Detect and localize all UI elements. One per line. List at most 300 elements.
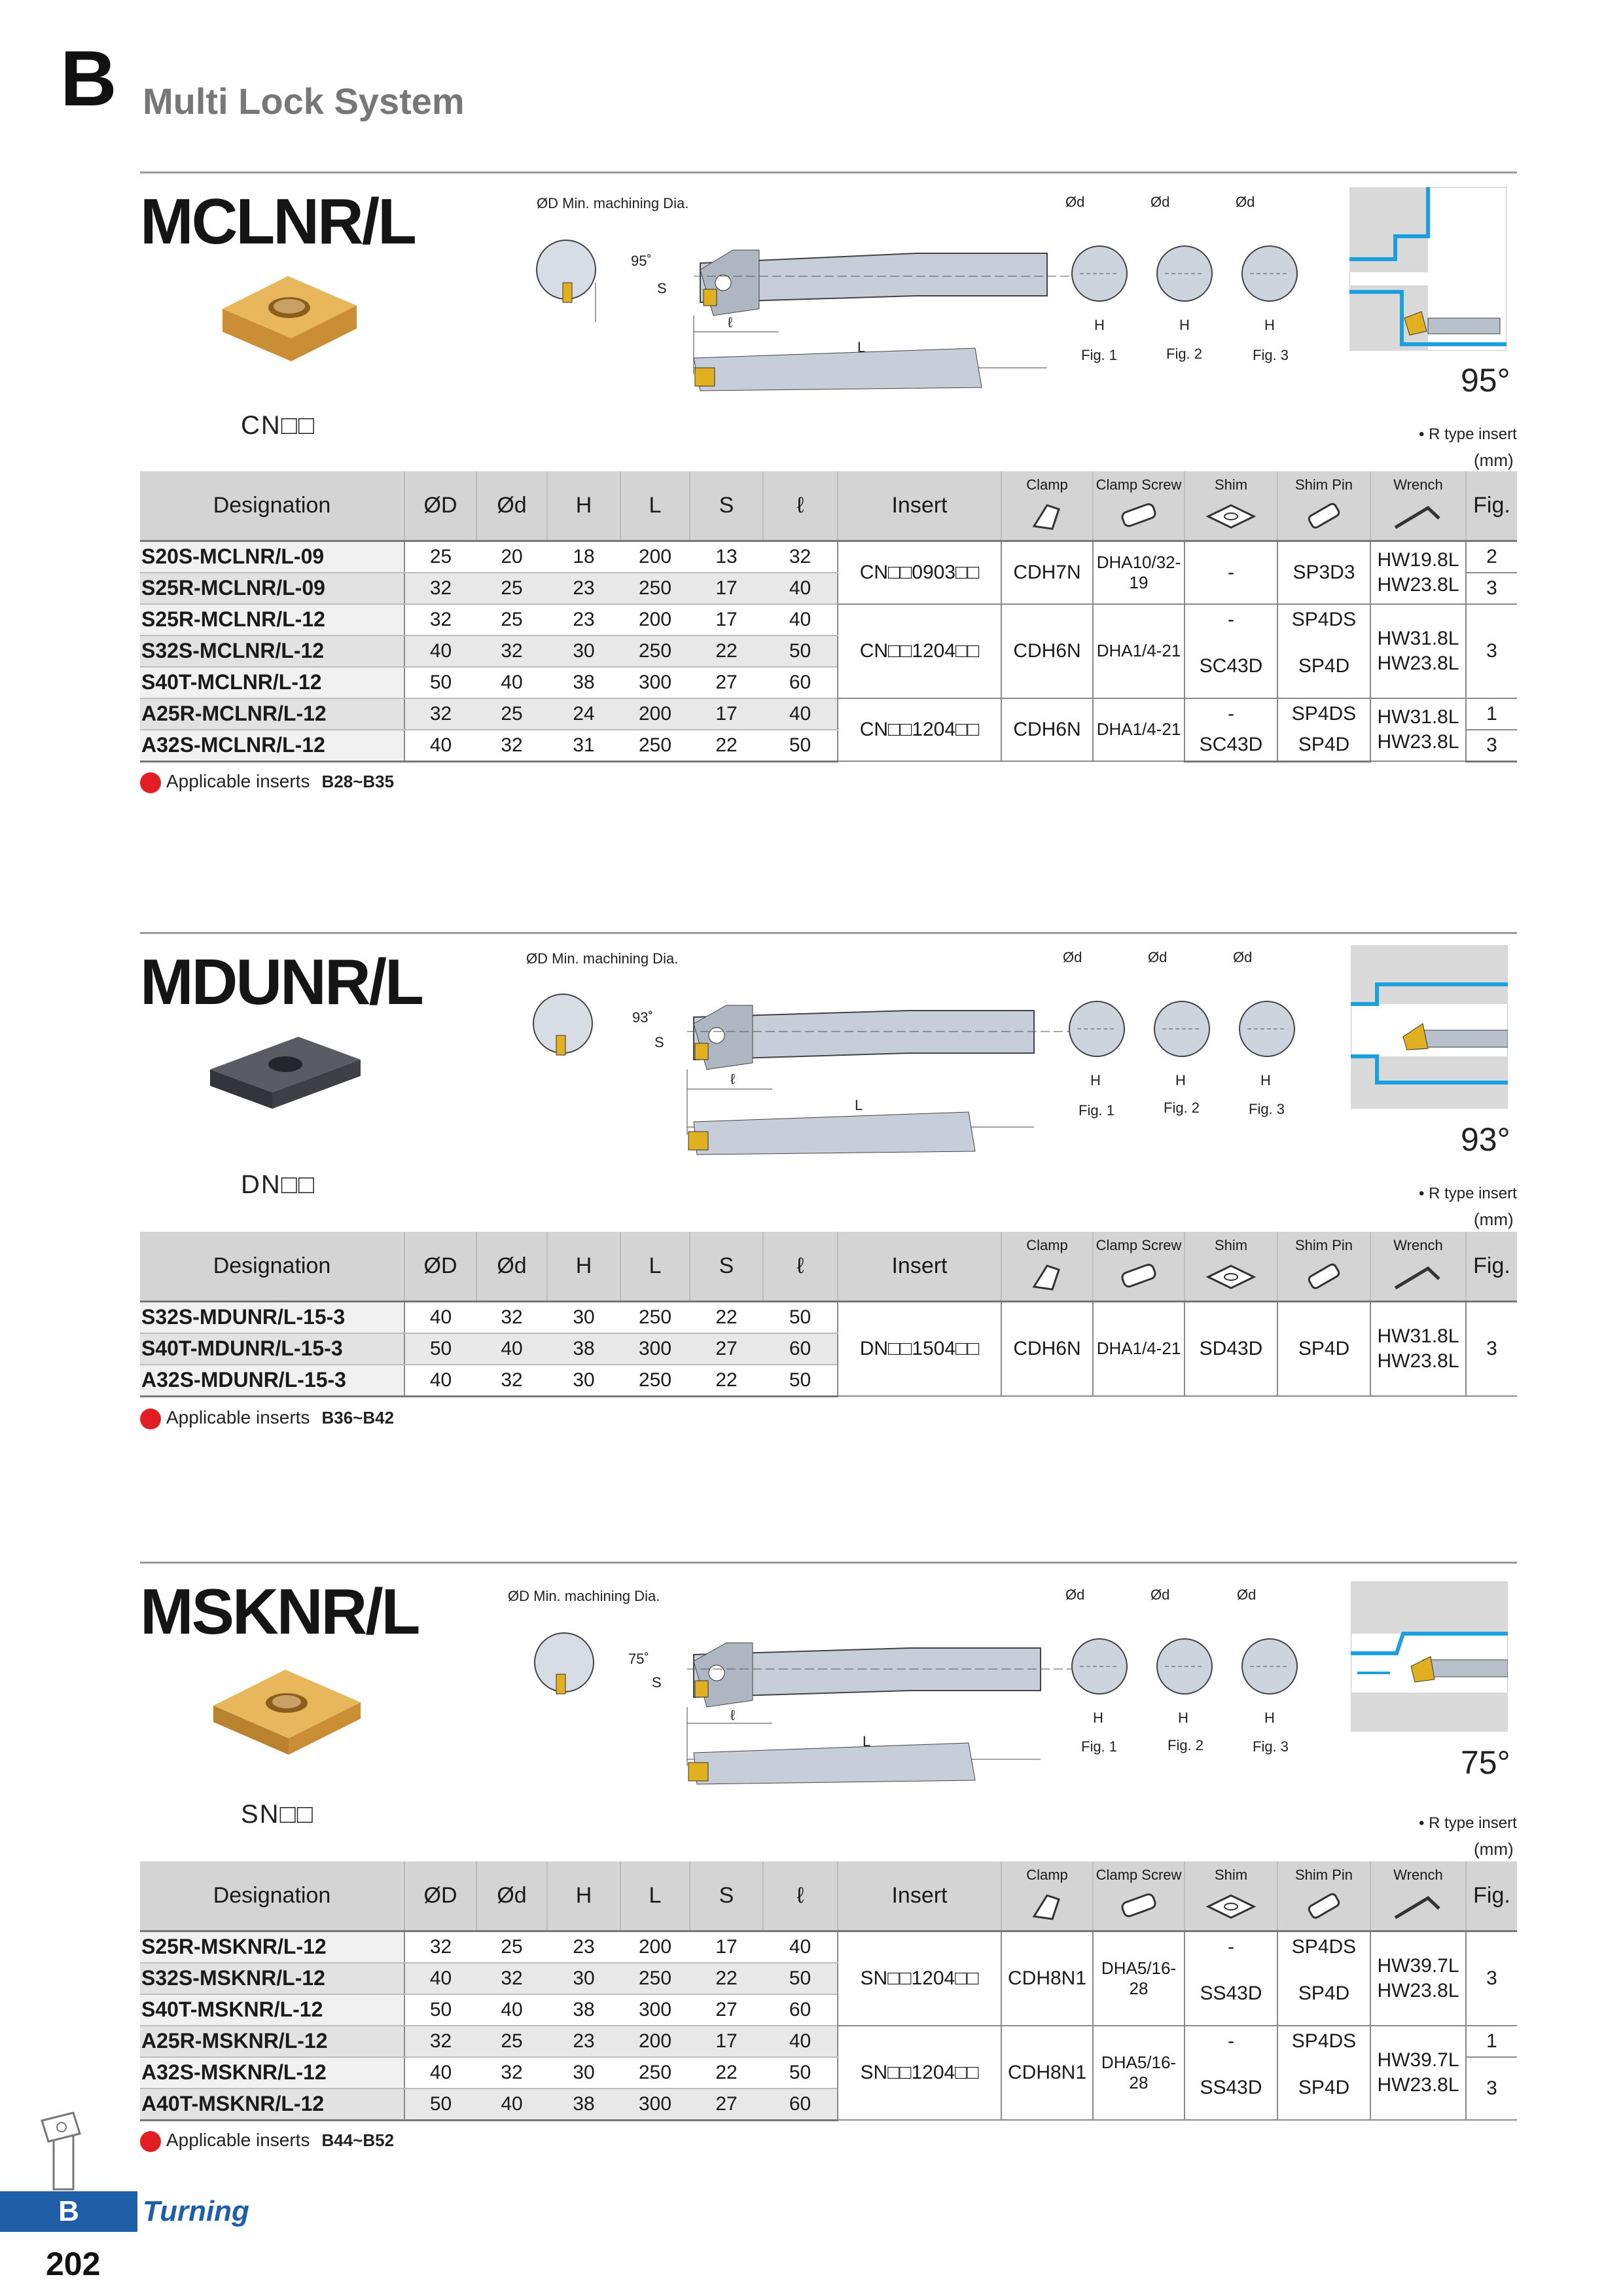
cross-section-figs bbox=[1067, 1594, 1315, 1725]
wrench-icon bbox=[1392, 500, 1444, 533]
col-insert: Insert bbox=[838, 471, 1001, 541]
cell-D: 32 bbox=[404, 698, 476, 730]
cell-H: 30 bbox=[547, 1365, 620, 1397]
col-shim-pin-label: Shim Pin bbox=[1294, 1237, 1353, 1253]
cell-L: 250 bbox=[620, 636, 690, 667]
h-label-2: H bbox=[1178, 1710, 1188, 1726]
cell-screw: DHA1/4-21 bbox=[1093, 698, 1185, 762]
cell-H: 23 bbox=[547, 2026, 620, 2057]
col-shim-pin bbox=[1277, 1232, 1370, 1301]
cell-clamp: CDH7N bbox=[1001, 541, 1093, 604]
od-label-2: Ød bbox=[1148, 949, 1168, 965]
cell-fig: 3 bbox=[1466, 573, 1517, 604]
operation-diagram bbox=[1349, 187, 1507, 351]
wrench-icon bbox=[1392, 1261, 1444, 1293]
table-row bbox=[140, 541, 1517, 573]
cell-S: 17 bbox=[690, 1931, 763, 1963]
clamp-icon bbox=[1027, 500, 1067, 533]
h-label-3: H bbox=[1264, 1710, 1275, 1726]
cell-l: 40 bbox=[763, 2026, 838, 2057]
h-label-2: H bbox=[1175, 1072, 1186, 1088]
col-clamp-label: Clamp bbox=[1026, 1867, 1068, 1883]
cell-pin: SP4D bbox=[1277, 2057, 1370, 2121]
col-l: ℓ bbox=[763, 471, 838, 541]
applicable-label: Applicable inserts bbox=[166, 1407, 310, 1427]
cell-D: 40 bbox=[404, 1301, 476, 1333]
col-S: S bbox=[690, 1861, 763, 1931]
spec-table bbox=[140, 1232, 1517, 1397]
col-shim bbox=[1185, 1232, 1277, 1301]
cell-d: 40 bbox=[476, 667, 547, 698]
cell-fig: 3 bbox=[1466, 1931, 1517, 2026]
cell-S: 17 bbox=[690, 698, 763, 730]
applicable-inserts[interactable] bbox=[140, 771, 394, 793]
cell-designation: A25R-MSKNR/L-12 bbox=[140, 2026, 404, 2057]
cell-S: 17 bbox=[690, 2026, 763, 2057]
cell-shim: SS43D bbox=[1185, 2057, 1277, 2121]
col-clamp-screw-label: Clamp Screw bbox=[1096, 1867, 1182, 1883]
cell-wrench: HW31.8L HW23.8L bbox=[1370, 1301, 1466, 1396]
fig-label-1: Fig. 1 bbox=[1079, 1102, 1115, 1119]
cell-H: 31 bbox=[547, 730, 620, 762]
cell-d: 32 bbox=[476, 1301, 547, 1333]
cell-L: 250 bbox=[620, 1301, 690, 1333]
cell-d: 32 bbox=[476, 1365, 547, 1397]
section-rule bbox=[140, 1562, 1517, 1564]
col-shim bbox=[1185, 471, 1277, 541]
cell-insert: CN□□1204□□ bbox=[838, 698, 1001, 762]
cell-clamp: CDH6N bbox=[1001, 604, 1093, 698]
cell-clamp: CDH8N1 bbox=[1001, 1931, 1093, 2026]
h-label-3: H bbox=[1264, 317, 1275, 333]
cell-designation: S32S-MCLNR/L-12 bbox=[140, 636, 404, 667]
col-clamp bbox=[1001, 1861, 1093, 1931]
approach-angle: 95° bbox=[1461, 362, 1510, 399]
operation-diagram bbox=[1351, 1581, 1508, 1732]
col-designation: Designation bbox=[140, 471, 404, 541]
h-label-1: H bbox=[1093, 1710, 1103, 1726]
shim-icon bbox=[1205, 500, 1257, 533]
cell-H: 30 bbox=[547, 2057, 620, 2089]
od-label-1: Ød bbox=[1065, 194, 1085, 210]
cell-L: 200 bbox=[620, 541, 690, 573]
cell-H: 30 bbox=[547, 1963, 620, 1994]
cell-L: 250 bbox=[620, 573, 690, 604]
cell-D: 40 bbox=[404, 2057, 476, 2089]
arrow-right-icon bbox=[140, 1408, 161, 1429]
col-shim bbox=[1185, 1861, 1277, 1931]
cell-d: 32 bbox=[476, 2057, 547, 2089]
dim-l-small: ℓ bbox=[728, 314, 733, 331]
h-label-1: H bbox=[1094, 317, 1105, 333]
cell-L: 200 bbox=[620, 2026, 690, 2057]
col-clamp-screw-label: Clamp Screw bbox=[1096, 1237, 1182, 1253]
cell-pin: SP4DS bbox=[1277, 2026, 1370, 2057]
cell-shim: - bbox=[1185, 698, 1277, 730]
cell-D: 32 bbox=[404, 1931, 476, 1963]
cell-S: 22 bbox=[690, 2057, 763, 2089]
angle-small: 95˚ bbox=[631, 253, 652, 269]
tool-drawing bbox=[517, 965, 1106, 1168]
units-label: (mm) bbox=[1474, 450, 1514, 470]
h-label-3: H bbox=[1260, 1072, 1271, 1088]
spec-table bbox=[140, 471, 1517, 762]
h-label-2: H bbox=[1179, 317, 1190, 333]
cell-L: 250 bbox=[620, 2057, 690, 2089]
cell-d: 20 bbox=[476, 541, 547, 573]
cell-L: 250 bbox=[620, 1963, 690, 1994]
cell-insert: SN□□1204□□ bbox=[838, 1931, 1001, 2026]
col-clamp-screw bbox=[1093, 471, 1185, 541]
shim-pin-icon bbox=[1301, 500, 1347, 533]
cell-d: 25 bbox=[476, 1931, 547, 1963]
od-label-3: Ød bbox=[1237, 1587, 1257, 1603]
cell-screw: DHA1/4-21 bbox=[1093, 604, 1185, 698]
cell-shim: SS43D bbox=[1185, 1963, 1277, 2026]
applicable-inserts[interactable] bbox=[140, 2130, 394, 2152]
od-label-1: Ød bbox=[1065, 1587, 1085, 1603]
applicable-pages: B28~B35 bbox=[321, 772, 395, 791]
page-title: Multi Lock System bbox=[143, 81, 465, 122]
cell-D: 40 bbox=[404, 1365, 476, 1397]
table-row bbox=[140, 698, 1517, 730]
cell-S: 22 bbox=[690, 636, 763, 667]
clamp-icon bbox=[1027, 1890, 1067, 1923]
cell-clamp: CDH6N bbox=[1001, 698, 1093, 762]
approach-angle: 93° bbox=[1461, 1121, 1510, 1158]
cell-designation: S40T-MCLNR/L-12 bbox=[140, 667, 404, 698]
dim-l-large: L bbox=[855, 1097, 863, 1113]
cell-H: 38 bbox=[547, 1994, 620, 2026]
spec-table bbox=[140, 1861, 1517, 2121]
cell-d: 40 bbox=[476, 1994, 547, 2026]
cell-d: 25 bbox=[476, 604, 547, 636]
table-row bbox=[140, 604, 1517, 636]
col-shim-pin bbox=[1277, 471, 1370, 541]
cell-pin: SP4DS bbox=[1277, 1931, 1370, 1963]
cell-designation: A25R-MCLNR/L-12 bbox=[140, 698, 404, 730]
col-l: ℓ bbox=[763, 1232, 838, 1301]
cell-H: 30 bbox=[547, 1301, 620, 1333]
cell-shim: - bbox=[1185, 604, 1277, 636]
cell-fig: 1 bbox=[1466, 2026, 1517, 2057]
table-row bbox=[140, 1963, 1517, 1994]
rtype-note: • R type insert bbox=[1419, 1185, 1517, 1202]
cell-pin: SP4DS bbox=[1277, 698, 1370, 730]
col-H: H bbox=[547, 1232, 620, 1301]
table-row bbox=[140, 636, 1517, 667]
insert-image bbox=[207, 1024, 370, 1122]
cell-l: 60 bbox=[763, 1994, 838, 2026]
operation-diagram bbox=[1351, 945, 1508, 1109]
cell-designation: A32S-MDUNR/L-15-3 bbox=[140, 1365, 404, 1397]
fig-label-3: Fig. 3 bbox=[1249, 1101, 1285, 1117]
col-clamp-label: Clamp bbox=[1026, 1237, 1068, 1253]
applicable-pages: B36~B42 bbox=[321, 1408, 395, 1427]
dim-s: S bbox=[652, 1674, 662, 1691]
cell-l: 50 bbox=[763, 730, 838, 762]
cell-designation: S40T-MDUNR/L-15-3 bbox=[140, 1333, 404, 1365]
cell-pin: SP4DS bbox=[1277, 604, 1370, 636]
cell-designation: S40T-MSKNR/L-12 bbox=[140, 1994, 404, 2026]
col-H: H bbox=[547, 1861, 620, 1931]
cell-designation: S32S-MDUNR/L-15-3 bbox=[140, 1301, 404, 1333]
cell-fig: 2 bbox=[1466, 541, 1517, 573]
od-label-1: Ød bbox=[1063, 949, 1082, 965]
cell-wrench: HW31.8L HW23.8L bbox=[1370, 698, 1466, 762]
applicable-label: Applicable inserts bbox=[166, 2130, 310, 2150]
section-title: MSKNR/L bbox=[140, 1575, 419, 1647]
cell-D: 50 bbox=[404, 2089, 476, 2121]
cell-S: 22 bbox=[690, 730, 763, 762]
min-dia-label: ØD Min. machining Dia. bbox=[537, 195, 689, 211]
col-L: L bbox=[620, 1861, 690, 1931]
cell-l: 40 bbox=[763, 604, 838, 636]
table-header bbox=[140, 1861, 1517, 1931]
clamp-icon bbox=[1027, 1261, 1067, 1293]
col-clamp-label: Clamp bbox=[1026, 476, 1068, 493]
cell-S: 27 bbox=[690, 667, 763, 698]
screw-icon bbox=[1116, 1261, 1162, 1293]
chapter-name: Turning bbox=[143, 2195, 249, 2227]
cell-fig: 3 bbox=[1466, 1301, 1517, 1396]
col-wrench-label: Wrench bbox=[1393, 1237, 1443, 1253]
cell-d: 25 bbox=[476, 2026, 547, 2057]
cell-d: 25 bbox=[476, 573, 547, 604]
cell-L: 200 bbox=[620, 604, 690, 636]
cell-L: 250 bbox=[620, 1365, 690, 1397]
cell-pin: SP4D bbox=[1277, 1963, 1370, 2026]
shim-icon bbox=[1205, 1890, 1257, 1923]
cell-wrench: HW39.7L HW23.8L bbox=[1370, 2026, 1466, 2121]
cell-H: 38 bbox=[547, 667, 620, 698]
col-clamp-screw bbox=[1093, 1861, 1185, 1931]
cell-fig: 3 bbox=[1466, 604, 1517, 698]
col-shim-pin-label: Shim Pin bbox=[1294, 1867, 1353, 1883]
cell-shim: - bbox=[1185, 2026, 1277, 2057]
cell-pin: SP4D bbox=[1277, 730, 1370, 762]
tool-drawing bbox=[517, 1602, 1106, 1799]
applicable-inserts[interactable] bbox=[140, 1407, 394, 1429]
insert-label: SN□□ bbox=[241, 1800, 314, 1829]
cell-l: 60 bbox=[763, 2089, 838, 2121]
insert-image bbox=[207, 1660, 370, 1758]
table-header bbox=[140, 471, 1517, 541]
cell-S: 27 bbox=[690, 1333, 763, 1365]
col-d: Ød bbox=[476, 1232, 547, 1301]
cell-designation: A32S-MSKNR/L-12 bbox=[140, 2057, 404, 2089]
tool-drawing bbox=[524, 211, 1113, 407]
cell-H: 24 bbox=[547, 698, 620, 730]
section-rule bbox=[140, 932, 1517, 934]
od-label-3: Ød bbox=[1236, 194, 1255, 210]
cell-shim: SC43D bbox=[1185, 730, 1277, 762]
table-row bbox=[140, 1301, 1517, 1333]
cell-screw: DHA5/16-28 bbox=[1093, 1931, 1185, 2026]
shim-icon bbox=[1205, 1261, 1257, 1293]
cell-L: 300 bbox=[620, 667, 690, 698]
rtype-note: • R type insert bbox=[1419, 425, 1517, 443]
col-clamp bbox=[1001, 1232, 1093, 1301]
dim-l-large: L bbox=[857, 339, 866, 355]
od-label-3: Ød bbox=[1233, 949, 1253, 965]
applicable-pages: B44~B52 bbox=[321, 2130, 395, 2150]
col-insert: Insert bbox=[838, 1861, 1001, 1931]
chapter-tab[interactable]: B bbox=[0, 2191, 137, 2232]
cell-l: 50 bbox=[763, 1301, 838, 1333]
col-S: S bbox=[690, 1232, 763, 1301]
col-S: S bbox=[690, 471, 763, 541]
cell-wrench: HW19.8L HW23.8L bbox=[1370, 541, 1466, 604]
cell-screw: DHA5/16-28 bbox=[1093, 2026, 1185, 2121]
cell-H: 23 bbox=[547, 1931, 620, 1963]
table-row bbox=[140, 2057, 1517, 2089]
approach-angle: 75° bbox=[1461, 1744, 1510, 1781]
angle-small: 93˚ bbox=[632, 1009, 653, 1026]
cell-screw: DHA10/32-19 bbox=[1093, 541, 1185, 604]
cell-l: 32 bbox=[763, 541, 838, 573]
dim-l-small: ℓ bbox=[730, 1071, 736, 1087]
fig-label-1: Fig. 1 bbox=[1081, 1738, 1118, 1755]
cell-l: 50 bbox=[763, 1963, 838, 1994]
dim-s: S bbox=[654, 1034, 664, 1050]
section-title: MCLNR/L bbox=[140, 185, 415, 257]
min-dia-label: ØD Min. machining Dia. bbox=[508, 1588, 660, 1604]
cell-shim: SD43D bbox=[1185, 1301, 1277, 1396]
cell-insert: CN□□1204□□ bbox=[838, 604, 1001, 698]
cell-d: 32 bbox=[476, 1963, 547, 1994]
insert-label: CN□□ bbox=[241, 411, 316, 440]
col-wrench bbox=[1370, 1861, 1466, 1931]
cell-l: 50 bbox=[763, 1365, 838, 1397]
cell-S: 13 bbox=[690, 541, 763, 573]
units-label: (mm) bbox=[1474, 1839, 1514, 1859]
cell-D: 50 bbox=[404, 667, 476, 698]
cell-H: 18 bbox=[547, 541, 620, 573]
cell-l: 50 bbox=[763, 636, 838, 667]
cell-pin: SP3D3 bbox=[1277, 541, 1370, 604]
wrench-icon bbox=[1392, 1890, 1444, 1923]
cell-insert: CN□□0903□□ bbox=[838, 541, 1001, 604]
col-wrench-label: Wrench bbox=[1393, 476, 1443, 493]
cell-insert: SN□□1204□□ bbox=[838, 2026, 1001, 2121]
cross-section-figs bbox=[1067, 202, 1315, 332]
col-L: L bbox=[620, 471, 690, 541]
cell-l: 40 bbox=[763, 698, 838, 730]
cell-clamp: CDH6N bbox=[1001, 1301, 1093, 1396]
cell-D: 40 bbox=[404, 730, 476, 762]
cell-shim: - bbox=[1185, 541, 1277, 604]
cell-d: 25 bbox=[476, 698, 547, 730]
insert-label: DN□□ bbox=[241, 1170, 316, 1199]
table-row bbox=[140, 2026, 1517, 2057]
section-rule bbox=[140, 171, 1517, 173]
col-shim-label: Shim bbox=[1214, 1237, 1248, 1253]
cell-S: 22 bbox=[690, 1365, 763, 1397]
cell-D: 50 bbox=[404, 1333, 476, 1365]
cell-l: 50 bbox=[763, 2057, 838, 2089]
col-d: Ød bbox=[476, 1861, 547, 1931]
od-label-2: Ød bbox=[1150, 1587, 1170, 1603]
cell-D: 50 bbox=[404, 1994, 476, 2026]
cell-L: 200 bbox=[620, 698, 690, 730]
cell-l: 40 bbox=[763, 1931, 838, 1963]
fig-label-1: Fig. 1 bbox=[1081, 347, 1118, 363]
cell-S: 17 bbox=[690, 604, 763, 636]
col-shim-pin bbox=[1277, 1861, 1370, 1931]
col-L: L bbox=[620, 1232, 690, 1301]
col-D: ØD bbox=[404, 471, 476, 541]
fig-label-3: Fig. 3 bbox=[1253, 1738, 1289, 1755]
dim-l-small: ℓ bbox=[730, 1707, 736, 1723]
cell-pin: SP4D bbox=[1277, 636, 1370, 698]
cell-fig: 3 bbox=[1466, 730, 1517, 762]
cell-fig: 1 bbox=[1466, 698, 1517, 730]
cell-pin: SP4D bbox=[1277, 1301, 1370, 1396]
col-wrench-label: Wrench bbox=[1393, 1867, 1443, 1883]
cell-S: 27 bbox=[690, 1994, 763, 2026]
cell-L: 200 bbox=[620, 1931, 690, 1963]
angle-small: 75˚ bbox=[628, 1651, 649, 1667]
units-label: (mm) bbox=[1474, 1210, 1514, 1229]
cell-designation: S25R-MCLNR/L-12 bbox=[140, 604, 404, 636]
col-H: H bbox=[547, 471, 620, 541]
screw-icon bbox=[1116, 500, 1162, 533]
chapter-letter: B bbox=[60, 35, 117, 122]
cell-l: 60 bbox=[763, 1333, 838, 1365]
min-dia-label: ØD Min. machining Dia. bbox=[526, 950, 679, 967]
fig-label-2: Fig. 2 bbox=[1168, 1737, 1204, 1753]
cell-shim: - bbox=[1185, 1931, 1277, 1963]
col-wrench bbox=[1370, 471, 1466, 541]
shim-pin-icon bbox=[1301, 1890, 1347, 1923]
cell-designation: S32S-MSKNR/L-12 bbox=[140, 1963, 404, 1994]
cell-L: 250 bbox=[620, 730, 690, 762]
rtype-note: • R type insert bbox=[1419, 1814, 1517, 1832]
cell-clamp: CDH8N1 bbox=[1001, 2026, 1093, 2121]
cell-designation: S25R-MSKNR/L-12 bbox=[140, 1931, 404, 1963]
cell-fig: 3 bbox=[1466, 2057, 1517, 2121]
applicable-label: Applicable inserts bbox=[166, 771, 310, 791]
cell-l: 60 bbox=[763, 667, 838, 698]
cell-designation: A32S-MCLNR/L-12 bbox=[140, 730, 404, 762]
fig-label-2: Fig. 2 bbox=[1164, 1100, 1200, 1116]
cell-d: 40 bbox=[476, 2089, 547, 2121]
cell-S: 27 bbox=[690, 2089, 763, 2121]
cell-d: 40 bbox=[476, 1333, 547, 1365]
cell-designation: S25R-MCLNR/L-09 bbox=[140, 573, 404, 604]
cell-H: 23 bbox=[547, 604, 620, 636]
table-row bbox=[140, 1931, 1517, 1963]
cell-D: 32 bbox=[404, 573, 476, 604]
col-designation: Designation bbox=[140, 1861, 404, 1931]
col-d: Ød bbox=[476, 471, 547, 541]
col-insert: Insert bbox=[838, 1232, 1001, 1301]
col-fig: Fig. bbox=[1466, 1232, 1517, 1301]
cell-S: 22 bbox=[690, 1301, 763, 1333]
cell-d: 32 bbox=[476, 636, 547, 667]
cell-screw: DHA1/4-21 bbox=[1093, 1301, 1185, 1396]
col-D: ØD bbox=[404, 1232, 476, 1301]
col-l: ℓ bbox=[763, 1861, 838, 1931]
table-header bbox=[140, 1232, 1517, 1301]
table-row bbox=[140, 730, 1517, 762]
cell-D: 32 bbox=[404, 2026, 476, 2057]
cell-wrench: HW39.7L HW23.8L bbox=[1370, 1931, 1466, 2026]
col-shim-label: Shim bbox=[1214, 1867, 1248, 1883]
cell-D: 25 bbox=[404, 541, 476, 573]
col-clamp-screw bbox=[1093, 1232, 1185, 1301]
